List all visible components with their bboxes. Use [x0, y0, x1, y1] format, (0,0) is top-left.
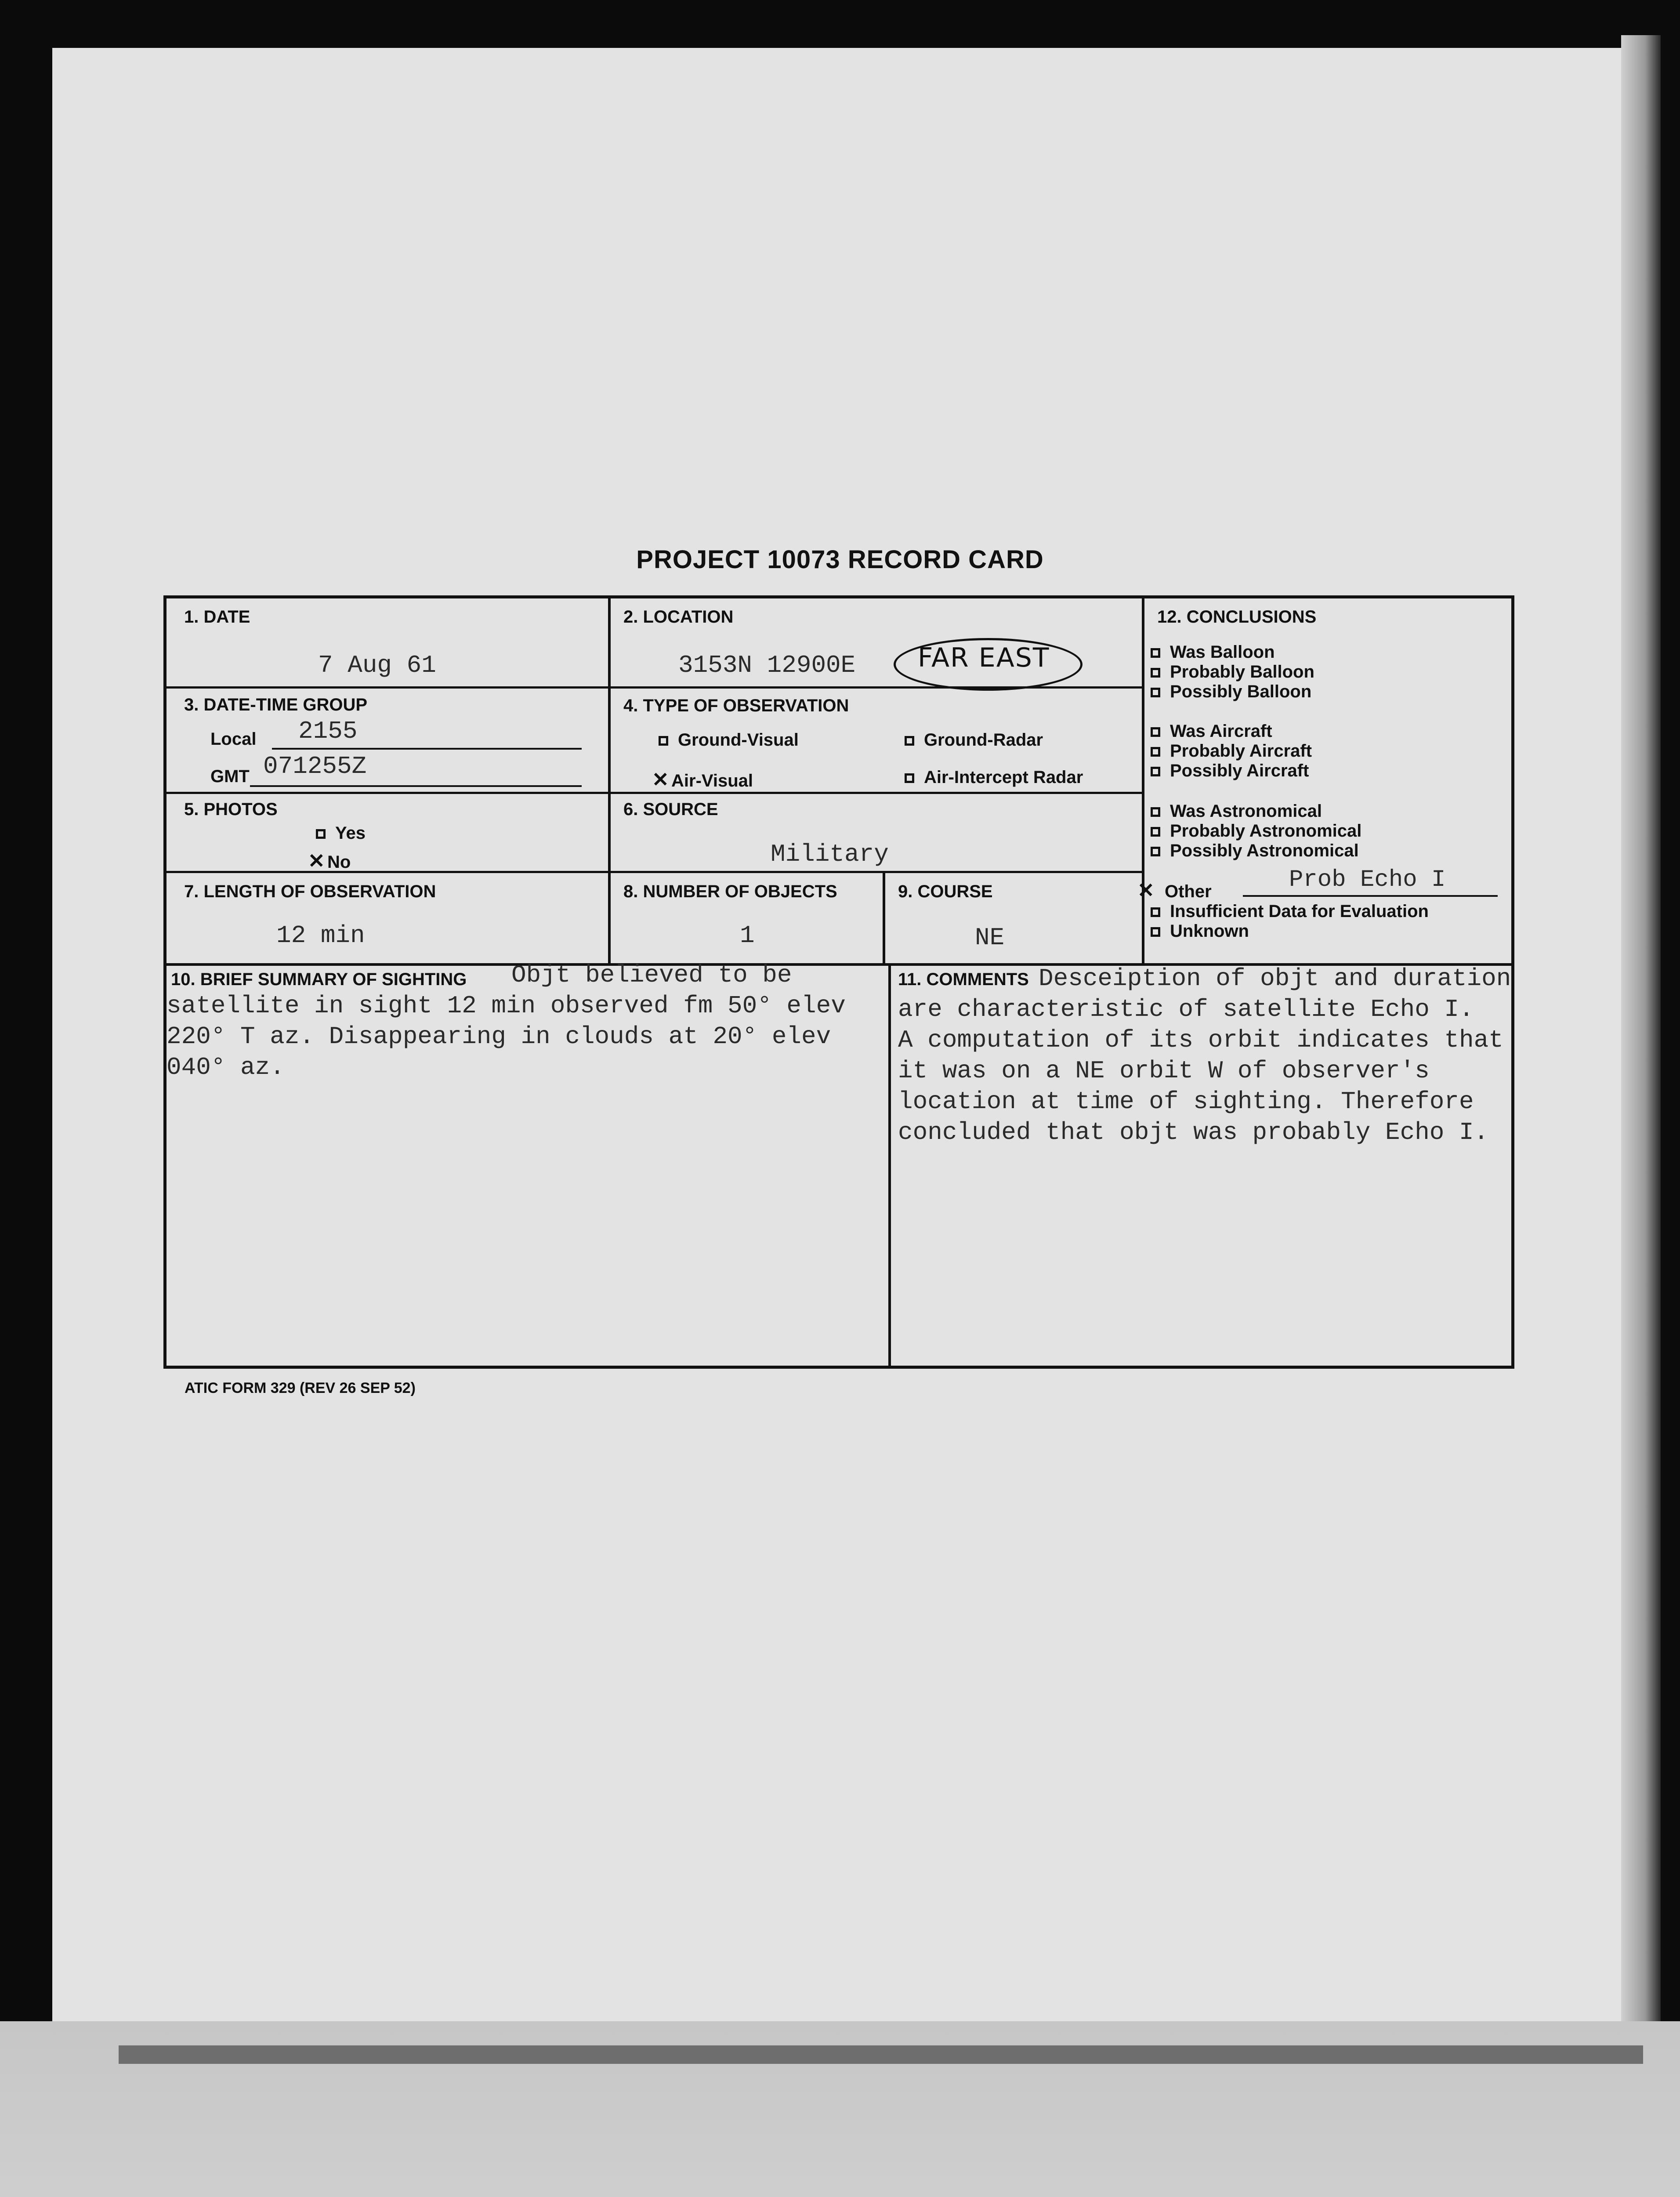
- checkbox-icon: [905, 773, 914, 783]
- course-label: 9. COURSE: [898, 882, 993, 901]
- conclusion-option[interactable]: [1151, 921, 1429, 941]
- conclusion-option[interactable]: [1151, 721, 1312, 741]
- checkbox-icon: [1151, 827, 1160, 837]
- conclusion-option-label: Was Balloon: [1170, 642, 1275, 662]
- location-label: 2. LOCATION: [623, 607, 734, 627]
- conclusion-option[interactable]: [1151, 642, 1314, 662]
- conclusion-option-label: Was Aircraft: [1170, 721, 1272, 741]
- checkbox-icon: [1151, 648, 1160, 658]
- summary-line-1: Objt believed to be: [511, 961, 792, 989]
- type-obs-option-air-visual[interactable]: ✕ Air-Visual: [652, 768, 753, 791]
- length-value: 12 min: [276, 921, 365, 950]
- comments-line-2: are characteristic of satellite Echo I.: [898, 995, 1474, 1023]
- conclusion-option[interactable]: [1151, 821, 1361, 841]
- conclusions-group-other: [1151, 902, 1429, 941]
- course-value: NE: [975, 924, 1005, 952]
- conclusion-option[interactable]: [1151, 741, 1312, 761]
- conclusion-option-label: Probably Aircraft: [1170, 741, 1312, 761]
- location-value: 3153N 12900E: [678, 651, 856, 679]
- checkbox-icon: [1151, 668, 1160, 678]
- checkbox-icon: [316, 829, 326, 839]
- checkbox-icon: [1151, 688, 1160, 697]
- conclusions-group-astronomical: [1151, 801, 1361, 861]
- conclusion-option-label: Unknown: [1170, 921, 1249, 941]
- length-label: 7. LENGTH OF OBSERVATION: [184, 882, 436, 901]
- type-obs-label: 4. TYPE OF OBSERVATION: [623, 696, 849, 715]
- dtg-label: 3. DATE-TIME GROUP: [184, 695, 368, 714]
- checkbox-icon: [1151, 907, 1160, 917]
- num-objects-label: 8. NUMBER OF OBJECTS: [623, 882, 837, 901]
- divider: [883, 871, 885, 965]
- summary-line-3: 220° T az. Disappearing in clouds at 20° elev: [167, 1022, 831, 1051]
- comments-label: 11. COMMENTS: [898, 970, 1029, 989]
- dtg-local-underline: [272, 748, 582, 750]
- conclusion-option[interactable]: [1151, 761, 1312, 781]
- num-objects-value: 1: [740, 921, 755, 950]
- date-label: 1. DATE: [184, 607, 250, 627]
- conclusion-option[interactable]: [1151, 682, 1314, 702]
- photos-no-option[interactable]: ✕ No: [308, 849, 351, 872]
- conclusion-option-label: Insufficient Data for Evaluation: [1170, 902, 1429, 921]
- comments-line-3: A computation of its orbit indicates that: [898, 1026, 1503, 1054]
- conclusions-group-balloon: [1151, 642, 1314, 702]
- form-footer: ATIC FORM 329 (REV 26 SEP 52): [185, 1380, 416, 1396]
- checkbox-icon: [1151, 767, 1160, 776]
- conclusion-option-label: Was Astronomical: [1170, 801, 1322, 821]
- source-value: Military: [771, 840, 889, 868]
- dtg-local-value: 2155: [298, 717, 358, 745]
- checked-x-icon: ✕: [308, 849, 325, 872]
- conclusion-option-label: Probably Balloon: [1170, 662, 1314, 682]
- lower-sheet-shadow: [119, 2045, 1643, 2064]
- conclusion-option[interactable]: [1151, 662, 1314, 682]
- summary-line-4: 040° az.: [167, 1053, 285, 1081]
- conclusions-label: 12. CONCLUSIONS: [1157, 607, 1317, 627]
- checkbox-icon: [1151, 747, 1160, 757]
- checked-x-icon: ✕: [652, 768, 669, 791]
- conclusions-group-aircraft: [1151, 721, 1312, 781]
- divider: [888, 965, 891, 1369]
- checkbox-icon: [1151, 847, 1160, 856]
- comments-line-4: it was on a NE orbit W of observer's: [898, 1057, 1430, 1085]
- photos-label: 5. PHOTOS: [184, 800, 278, 819]
- summary-line-2: satellite in sight 12 min observed fm 50° elev: [167, 992, 846, 1020]
- checked-x-icon: ✕: [1137, 879, 1155, 902]
- dtg-gmt-value: 071255Z: [263, 752, 367, 780]
- conclusions-other-value: Prob Echo I: [1289, 866, 1446, 893]
- type-obs-option-air-intercept-radar[interactable]: Air-Intercept Radar: [905, 768, 1083, 787]
- date-value: 7 Aug 61: [318, 651, 436, 679]
- conclusion-option[interactable]: [1151, 801, 1361, 821]
- conclusion-option-label: Possibly Balloon: [1170, 682, 1312, 701]
- checkbox-icon: [1151, 727, 1160, 737]
- divider: [167, 792, 1144, 794]
- summary-label: 10. BRIEF SUMMARY OF SIGHTING: [171, 970, 467, 989]
- comments-line-6: concluded that objt was probably Echo I.: [898, 1118, 1489, 1146]
- conclusion-option[interactable]: [1151, 902, 1429, 921]
- comments-line-5: location at time of sighting. Therefore: [898, 1088, 1474, 1116]
- checkbox-icon: [1151, 927, 1160, 937]
- location-handwritten: FAR EAST: [918, 642, 1050, 673]
- dtg-local-label: Local: [210, 729, 257, 749]
- divider: [1142, 598, 1144, 965]
- comments-line-1: Desceiption of objt and duration: [1039, 964, 1511, 993]
- conclusions-other[interactable]: ✕ Other: [1137, 879, 1212, 902]
- conclusion-option-label: Possibly Aircraft: [1170, 761, 1309, 780]
- dtg-gmt-label: GMT: [210, 767, 250, 786]
- divider: [608, 598, 611, 965]
- record-card: [163, 595, 1514, 1369]
- checkbox-icon: [905, 736, 914, 746]
- type-obs-option-ground-visual[interactable]: Ground-Visual: [659, 730, 799, 750]
- conclusion-option[interactable]: [1151, 841, 1361, 861]
- source-label: 6. SOURCE: [623, 800, 718, 819]
- paper-edge: [1621, 35, 1661, 2039]
- card-title: PROJECT 10073 RECORD CARD: [636, 545, 1044, 574]
- conclusions-other-underline: [1243, 895, 1498, 897]
- checkbox-icon: [659, 736, 668, 746]
- conclusion-option-label: Probably Astronomical: [1170, 821, 1362, 841]
- dtg-gmt-underline: [250, 785, 582, 787]
- checkbox-icon: [1151, 807, 1160, 817]
- conclusion-option-label: Possibly Astronomical: [1170, 841, 1359, 860]
- photos-yes-option[interactable]: Yes: [316, 823, 366, 843]
- type-obs-option-ground-radar[interactable]: Ground-Radar: [905, 730, 1043, 750]
